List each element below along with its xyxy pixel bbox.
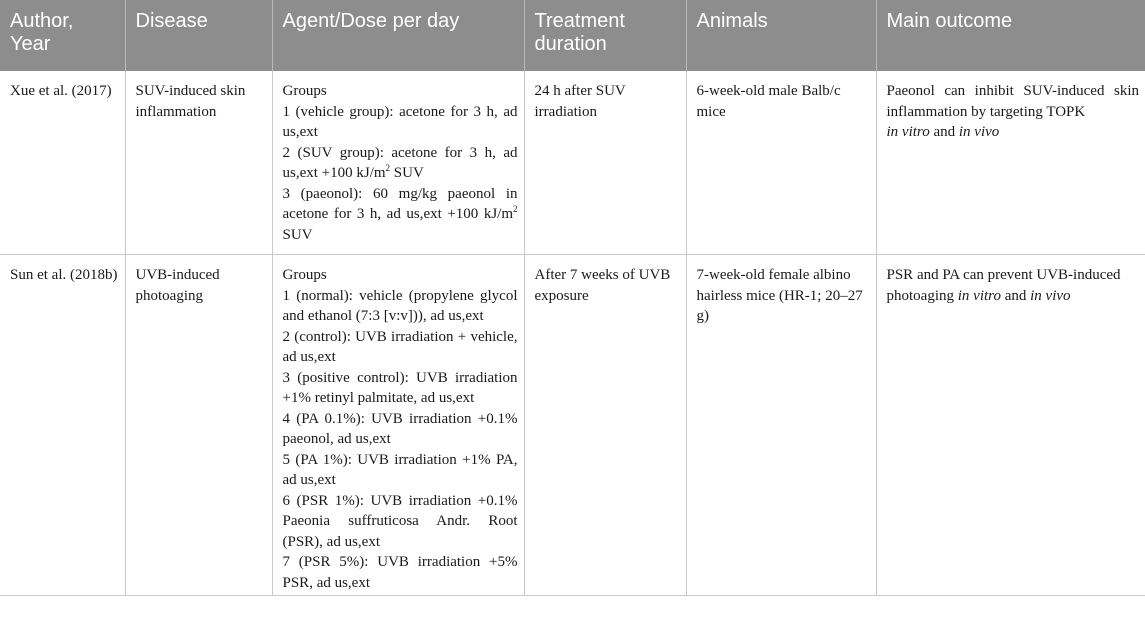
agent-line: Groups — [282, 267, 327, 283]
cell-author: Sun et al. (2018b) — [0, 255, 125, 596]
header-disease: Disease — [125, 0, 272, 71]
cell-duration: After 7 weeks of UVB exposure — [524, 255, 686, 596]
header-row — [0, 0, 1145, 71]
agent-line: 4 (PA 0.1%): UVB irradiation +0.1% paeonol, ad us,ext — [282, 410, 518, 447]
cell-animals: 6-week-old male Balb/c mice — [686, 71, 876, 255]
cell-outcome: Paeonol can inhibit SUV-induced skin inflammation by targeting TOPK in vitro and in vivo — [876, 71, 1145, 255]
cell-agent-dose — [272, 255, 524, 596]
agent-line: 1 (vehicle group): acetone for 3 h, ad us,ext — [282, 103, 518, 140]
agent-line: 3 (paeonol): 60 mg/kg paeonol in acetone for 3 h, ad us,ext +100 $kJ/m^2$ SUV — [282, 185, 518, 243]
agent-line: Groups — [282, 83, 327, 99]
agent-line: 2 (SUV group): acetone for 3 h, ad us,ext +100 $kJ/m^2$ SUV — [282, 144, 518, 181]
agent-line: 3 (positive control): UVB irradiation +1% retinyl palmitate, ad us,ext — [282, 369, 518, 406]
table-row — [0, 71, 1145, 255]
cell-author: Xue et al. (2017) — [0, 71, 125, 255]
agent-line: 1 (normal): vehicle (propylene glycol and ethanol (7:3 [v:v])), ad us,ext — [282, 287, 518, 324]
header-author-year: Author, Year — [0, 0, 125, 71]
header-animals: Animals — [686, 0, 876, 71]
cell-duration: 24 h after SUV irradiation — [524, 71, 686, 255]
header-main-outcome: Main outcome — [876, 0, 1145, 71]
cell-disease: UVB-induced photoaging — [125, 255, 272, 596]
table-row — [0, 255, 1145, 596]
agent-line: 2 (control): UVB irradiation + vehicle, ad us,ext — [282, 328, 518, 365]
cell-outcome: PSR and PA can prevent UVB-induced photoaging in vitro and in vivo — [876, 255, 1145, 596]
cell-agent-dose — [272, 71, 524, 255]
agent-line: 6 (PSR 1%): UVB irradiation +0.1% Paeonia suffruticosa Andr. Root (PSR), ad us,ext — [282, 492, 518, 550]
header-treatment-duration: Treatment duration — [524, 0, 686, 71]
agent-line: 7 (PSR 5%): UVB irradiation +5% PSR, ad us,ext — [282, 554, 518, 591]
cell-disease: SUV-induced skin inflammation — [125, 71, 272, 255]
header-agent-dose: Agent/Dose per day — [272, 0, 524, 71]
agent-line: 5 (PA 1%): UVB irradiation +1% PA, ad us,ext — [282, 451, 518, 488]
cell-animals: 7-week-old female albino hairless mice (HR-1; 20–27 g) — [686, 255, 876, 596]
